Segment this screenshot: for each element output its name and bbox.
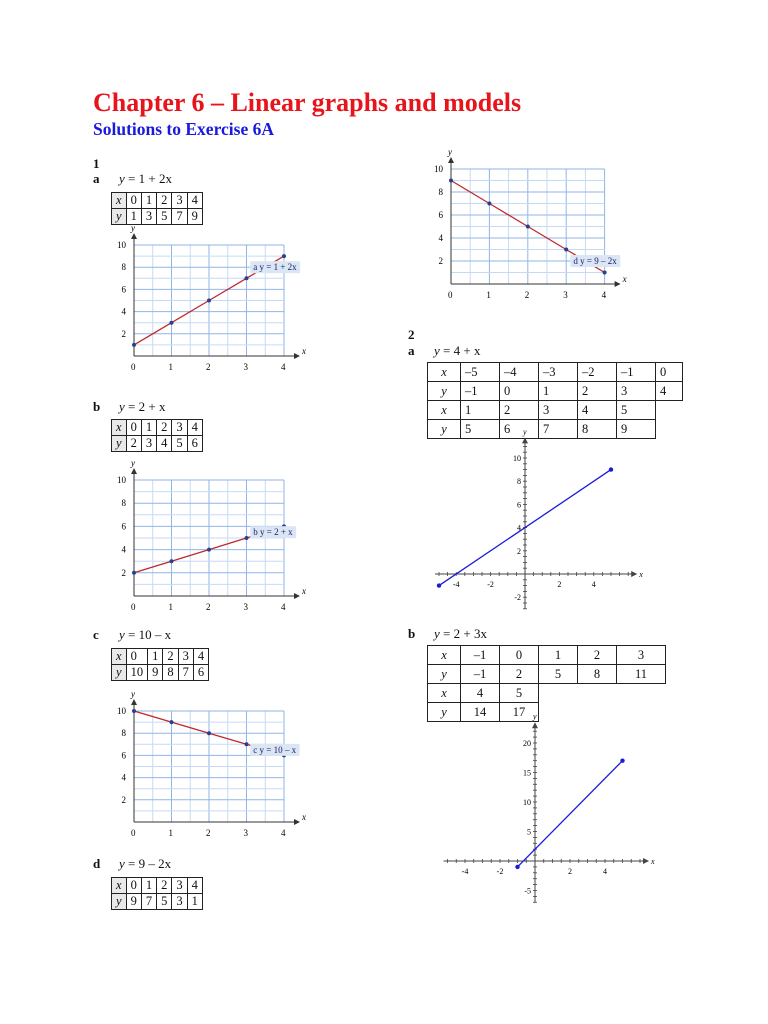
table-cell: 5: [461, 420, 500, 439]
y-tick-label: 10: [434, 164, 443, 174]
graph-1a: [112, 223, 312, 378]
table-row: [428, 684, 666, 703]
x-axis-label: x: [651, 857, 655, 866]
y-tick-label: 2: [121, 794, 126, 805]
y-tick-label: 8: [517, 477, 521, 487]
x-tick-label: 3: [563, 290, 568, 300]
x-tick-label: 4: [603, 867, 607, 876]
y-tick-label: 10: [117, 706, 126, 716]
x-axis-arrow: [294, 819, 300, 825]
table-row: [428, 665, 666, 684]
y-axis-arrow: [522, 437, 528, 443]
table-cell: 0: [500, 382, 539, 401]
table-cell: –1: [461, 382, 500, 401]
x-tick-label: 1: [486, 290, 491, 300]
y-tick-label: 2: [121, 328, 126, 339]
x-axis-arrow: [643, 858, 649, 864]
table-cell: 4: [578, 401, 617, 420]
table-cell: 0: [500, 646, 539, 665]
part-1c-heading: c y = 10 – x: [93, 627, 172, 642]
table-cell: 5: [500, 684, 539, 703]
row-header-cell: x: [428, 363, 461, 382]
y-axis-arrow: [448, 157, 454, 163]
question-2-number: 2: [408, 327, 415, 342]
x-axis-arrow: [294, 593, 300, 599]
data-point: [207, 731, 211, 735]
row-header-cell: y: [428, 665, 461, 684]
table-cell: 3: [617, 382, 656, 401]
x-axis-arrow: [631, 571, 637, 577]
table-row: [428, 420, 683, 439]
table-cell: –2: [578, 363, 617, 382]
x-tick-label: 0: [448, 290, 453, 300]
y-tick-label: 4: [121, 772, 126, 783]
y-axis-label: y: [131, 689, 135, 699]
x-tick-label: 4: [601, 290, 607, 300]
y-tick-label: -2: [514, 593, 521, 603]
table-cell: 1: [539, 382, 578, 401]
table-cell: –1: [617, 363, 656, 382]
table-row: x 0 1 2 3 4: [112, 878, 203, 894]
x-tick-label: 2: [206, 362, 211, 372]
line-label: c y = 10 – x: [253, 744, 297, 755]
data-point: [132, 571, 136, 575]
y-tick-label: 4: [438, 233, 443, 243]
table-row: [428, 401, 683, 420]
x-tick-label: 1: [168, 362, 173, 372]
table-row: x 0 1 2 3 4: [112, 649, 209, 665]
row-header-cell: x: [428, 646, 461, 665]
values-table-1a: [111, 192, 203, 225]
table-cell: 17: [500, 703, 539, 722]
part-1a-heading: a y = 1 + 2x: [93, 171, 172, 186]
row-header-cell: x: [428, 401, 461, 420]
table-cell: 0: [656, 363, 683, 382]
table-cell: –1: [461, 665, 500, 684]
x-axis-label: x: [622, 274, 627, 284]
x-tick-label: 2: [568, 867, 572, 876]
y-tick-label: 6: [438, 210, 443, 220]
x-axis-label: x: [639, 570, 643, 579]
table-cell: 2: [500, 665, 539, 684]
data-point: [170, 559, 174, 563]
table-cell: 6: [500, 420, 539, 439]
y-tick-label: 10: [513, 454, 521, 463]
y-tick-label: 2: [121, 567, 126, 578]
table-cell: 9: [617, 420, 656, 439]
table-cell: 1: [461, 401, 500, 420]
x-axis-label: x: [302, 812, 306, 822]
x-axis-arrow: [615, 281, 621, 287]
table-cell: –5: [461, 363, 500, 382]
x-tick-label: 3: [243, 828, 248, 838]
x-tick-label: 0: [131, 828, 136, 838]
y-tick-label: 8: [121, 262, 126, 273]
y-tick-label: 6: [121, 284, 126, 295]
table-cell: 4: [461, 684, 500, 703]
line-label: b y = 2 + x: [253, 527, 293, 538]
line-label: d y = 9 – 2x: [573, 256, 617, 266]
y-tick-label: 8: [121, 728, 126, 739]
x-tick-label: 4: [281, 828, 286, 838]
part-2a-heading: a y = 4 + x: [408, 343, 481, 358]
table-cell: 2: [500, 401, 539, 420]
x-tick-label: 4: [591, 580, 596, 589]
chapter-title: Chapter 6 – Linear graphs and models: [93, 88, 522, 117]
x-tick-label: 2: [206, 828, 211, 838]
x-tick-label: -2: [496, 867, 504, 876]
data-point: [170, 321, 174, 325]
graph-1c: [112, 684, 312, 844]
row-header-cell: y: [428, 703, 461, 722]
graph-2a: [432, 427, 643, 618]
x-tick-label: 4: [281, 362, 286, 372]
graph-1d: [428, 147, 638, 314]
table-cell: 14: [461, 703, 500, 722]
values-table-1b: [111, 419, 203, 452]
part-letter: a: [93, 171, 100, 186]
table-row: y 2 3 4 5 6: [112, 436, 203, 452]
x-tick-label: -4: [461, 867, 469, 876]
x-tick-label: 3: [243, 362, 248, 372]
part-1b-heading: b y = 2 + x: [93, 399, 166, 414]
data-point: [207, 299, 211, 303]
x-tick-label: 1: [168, 602, 173, 612]
table-cell: 2: [578, 646, 617, 665]
table-cell: 1: [539, 646, 578, 665]
table-cell: 8: [578, 420, 617, 439]
data-point: [449, 179, 453, 183]
y-tick-label: 5: [527, 827, 531, 837]
y-axis-arrow: [131, 468, 137, 474]
x-tick-label: -2: [487, 580, 494, 589]
y-tick-label: 10: [523, 798, 531, 807]
data-point: [609, 467, 613, 471]
data-point: [526, 225, 530, 229]
x-tick-label: -4: [452, 580, 460, 589]
y-axis-label: y: [448, 147, 452, 157]
x-axis-label: x: [302, 586, 306, 596]
y-axis-arrow: [131, 233, 137, 239]
y-tick-label: 15: [523, 768, 531, 778]
table-cell: –1: [461, 646, 500, 665]
table-row: x 0 1 2 3 4: [112, 420, 203, 436]
x-tick-label: 2: [557, 580, 562, 589]
values-table-2b: [427, 645, 666, 722]
graph-1b: [112, 455, 312, 613]
x-tick-label: 3: [243, 602, 248, 612]
y-tick-label: -5: [524, 886, 531, 896]
data-point: [170, 720, 174, 724]
data-point: [132, 343, 136, 347]
x-tick-label: 0: [131, 602, 136, 612]
row-header-cell: y: [428, 382, 461, 401]
x-axis-label: x: [302, 346, 306, 356]
question-1-number: 1: [93, 156, 100, 171]
y-tick-label: 2: [438, 256, 443, 266]
table-row: y 1 3 5 7 9: [112, 209, 203, 225]
table-cell: 5: [539, 665, 578, 684]
y-tick-label: 10: [117, 240, 126, 250]
x-tick-label: 0: [131, 362, 136, 372]
table-row: y 10 9 8 7 6: [112, 665, 209, 681]
y-tick-label: 4: [121, 306, 126, 317]
table-cell: –4: [500, 363, 539, 382]
y-tick-label: 2: [517, 546, 521, 556]
data-point: [132, 709, 136, 713]
data-point: [245, 276, 249, 280]
y-axis-label: y: [523, 427, 527, 437]
y-tick-label: 8: [121, 498, 126, 509]
data-point: [245, 536, 249, 540]
part-1d-heading: d y = 9 – 2x: [93, 856, 172, 871]
table-cell: 8: [578, 665, 617, 684]
row-header-cell: y: [428, 420, 461, 439]
data-point: [207, 548, 211, 552]
y-axis-arrow: [532, 722, 538, 728]
data-point: [282, 254, 286, 258]
table-row: [428, 382, 683, 401]
y-tick-label: 4: [517, 523, 521, 533]
row-header-cell: x: [428, 684, 461, 703]
y-axis-arrow: [131, 699, 137, 705]
y-tick-label: 6: [121, 750, 126, 761]
exercise-subtitle: Solutions to Exercise 6A: [93, 119, 274, 139]
data-point: [603, 271, 607, 275]
y-tick-label: 6: [517, 500, 521, 510]
data-point: [487, 202, 491, 206]
data-point: [437, 583, 441, 587]
table-cell: 3: [539, 401, 578, 420]
y-axis-label: y: [131, 223, 135, 233]
table-cell: 7: [539, 420, 578, 439]
y-tick-label: 10: [117, 475, 126, 485]
values-table-1d: [111, 877, 203, 910]
table-cell: 4: [656, 382, 683, 401]
table-cell: 3: [617, 646, 666, 665]
y-tick-label: 4: [121, 544, 126, 555]
table-row: y 9 7 5 3 1: [112, 894, 203, 910]
x-tick-label: 4: [281, 602, 286, 612]
table-cell: 11: [617, 665, 666, 684]
y-tick-label: 20: [523, 739, 531, 748]
table-row: x 0 1 2 3 4: [112, 193, 203, 209]
values-table-2a: [427, 362, 683, 439]
table-cell: 2: [578, 382, 617, 401]
data-point: [515, 865, 519, 869]
y-axis-label: y: [131, 458, 135, 468]
y-axis-label: y: [533, 712, 537, 722]
values-table-1c: [111, 648, 209, 681]
table-row: [428, 363, 683, 382]
data-point: [620, 759, 624, 763]
y-tick-label: 6: [121, 521, 126, 532]
part-2b-heading: b y = 2 + 3x: [408, 626, 487, 641]
x-tick-label: 2: [206, 602, 211, 612]
data-point: [245, 742, 249, 746]
table-cell: 5: [617, 401, 656, 420]
table-row: [428, 646, 666, 665]
y-tick-label: 8: [438, 187, 443, 197]
x-axis-arrow: [294, 353, 300, 359]
line-label: a y = 1 + 2x: [253, 262, 297, 273]
x-tick-label: 1: [168, 828, 173, 838]
table-cell: –3: [539, 363, 578, 382]
x-tick-label: 2: [524, 290, 530, 300]
data-point: [564, 248, 568, 252]
